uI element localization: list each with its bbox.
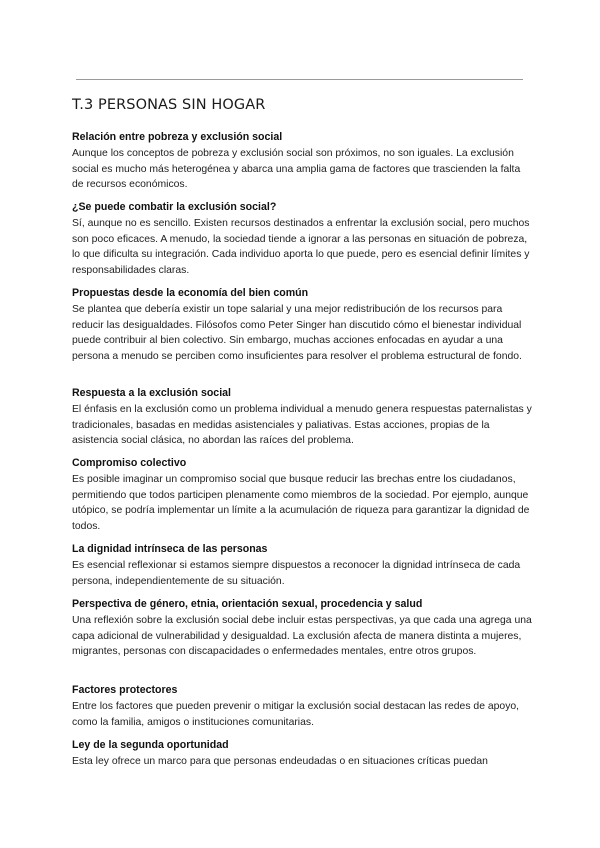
section-respuesta-exclusion [72,386,532,449]
section-heading: ¿Se puede combatir la exclusión social? [72,201,277,213]
section-economia-bien-comun [72,286,532,364]
section-segunda-oportunidad [72,738,532,770]
section-combatir-exclusion [72,200,532,278]
page-title: T.3 PERSONAS SIN HOGAR [72,97,266,113]
section-heading: Respuesta a la exclusión social [72,387,231,399]
section-heading: Perspectiva de género, etnia, orientación sexual, procedencia y salud [72,598,423,610]
section-pobreza-exclusion [72,130,532,193]
section-paragraph: Esta ley ofrece un marco para que personas endeudadas o en situaciones críticas puedan [72,756,488,767]
section-heading: Ley de la segunda oportunidad [72,739,229,751]
section-paragraph: Entre los factores que pueden prevenir o mitigar la exclusión social destacan las redes de apoyo, como la familia, amigos o instituciones comunitarias. [72,701,520,728]
section-heading: La dignidad intrínseca de las personas [72,543,268,555]
section-paragraph: Es esencial reflexionar si estamos siempre dispuestos a reconocer la dignidad intrínseca de cada persona, independientemente de su situación. [72,560,521,587]
section-factores-protectores [72,683,532,730]
section-paragraph: El énfasis en la exclusión como un problema individual a menudo genera respuestas paternalistas y tradicionales, basadas en medidas asistenciales y paliativas. Estas acciones, propias de la asistencia social clásica, no abordan las raíces del problema. [72,404,532,446]
section-heading: Compromiso colectivo [72,457,187,469]
section-dignidad-intrinseca [72,542,532,589]
section-compromiso-colectivo [72,456,532,534]
section-paragraph: Se plantea que debería existir un tope salarial y una mejor redistribución de los recursos para reducir las desigualdades. Filósofos como Peter Singer han discutido cómo el bienestar individual puede contribuir al bien colectivo. Sin embargo, muchas acciones enfocadas en ayudar a una persona a menudo se perciben como insuficientes para resolver el problema estructural de fondo. [72,304,522,362]
section-paragraph: Una reflexión sobre la exclusión social debe incluir estas perspectivas, ya que cada una agrega una capa adicional de vulnerabilidad y desigualdad. La exclusión afecta de manera distinta a mujeres, migrantes, personas con discapacidades o enfermedades mentales, entre otros grupos. [72,615,532,657]
section-paragraph: Es posible imaginar un compromiso social que busque reducir las brechas entre los ciudadanos, permitiendo que todos participen plenamente como miembros de la sociedad. Por ejemplo, aunque utópico, se podría implementar un límite a la acumulación de riqueza para garantizar la dignidad de todos. [72,474,530,532]
header-divider [76,79,523,80]
section-heading: Propuestas desde la economía del bien común [72,287,309,299]
section-heading: Relación entre pobreza y exclusión social [72,131,283,143]
section-perspectiva-genero [72,597,532,660]
section-heading: Factores protectores [72,684,178,696]
section-paragraph: Aunque los conceptos de pobreza y exclusión social son próximos, no son iguales. La exclusión social es mucho más heterogénea y abarca una amplia gama de factores que trascienden la falta de recursos económicos. [72,148,521,190]
section-paragraph: Sí, aunque no es sencillo. Existen recursos destinados a enfrentar la exclusión social, pero muchos son poco eficaces. A menudo, la sociedad tiende a ignorar a las personas en situación de pobreza, lo que dificulta su integración. Cada individuo aporta lo que puede, pero es esencial definir límites y responsabilidades claras. [72,218,530,276]
